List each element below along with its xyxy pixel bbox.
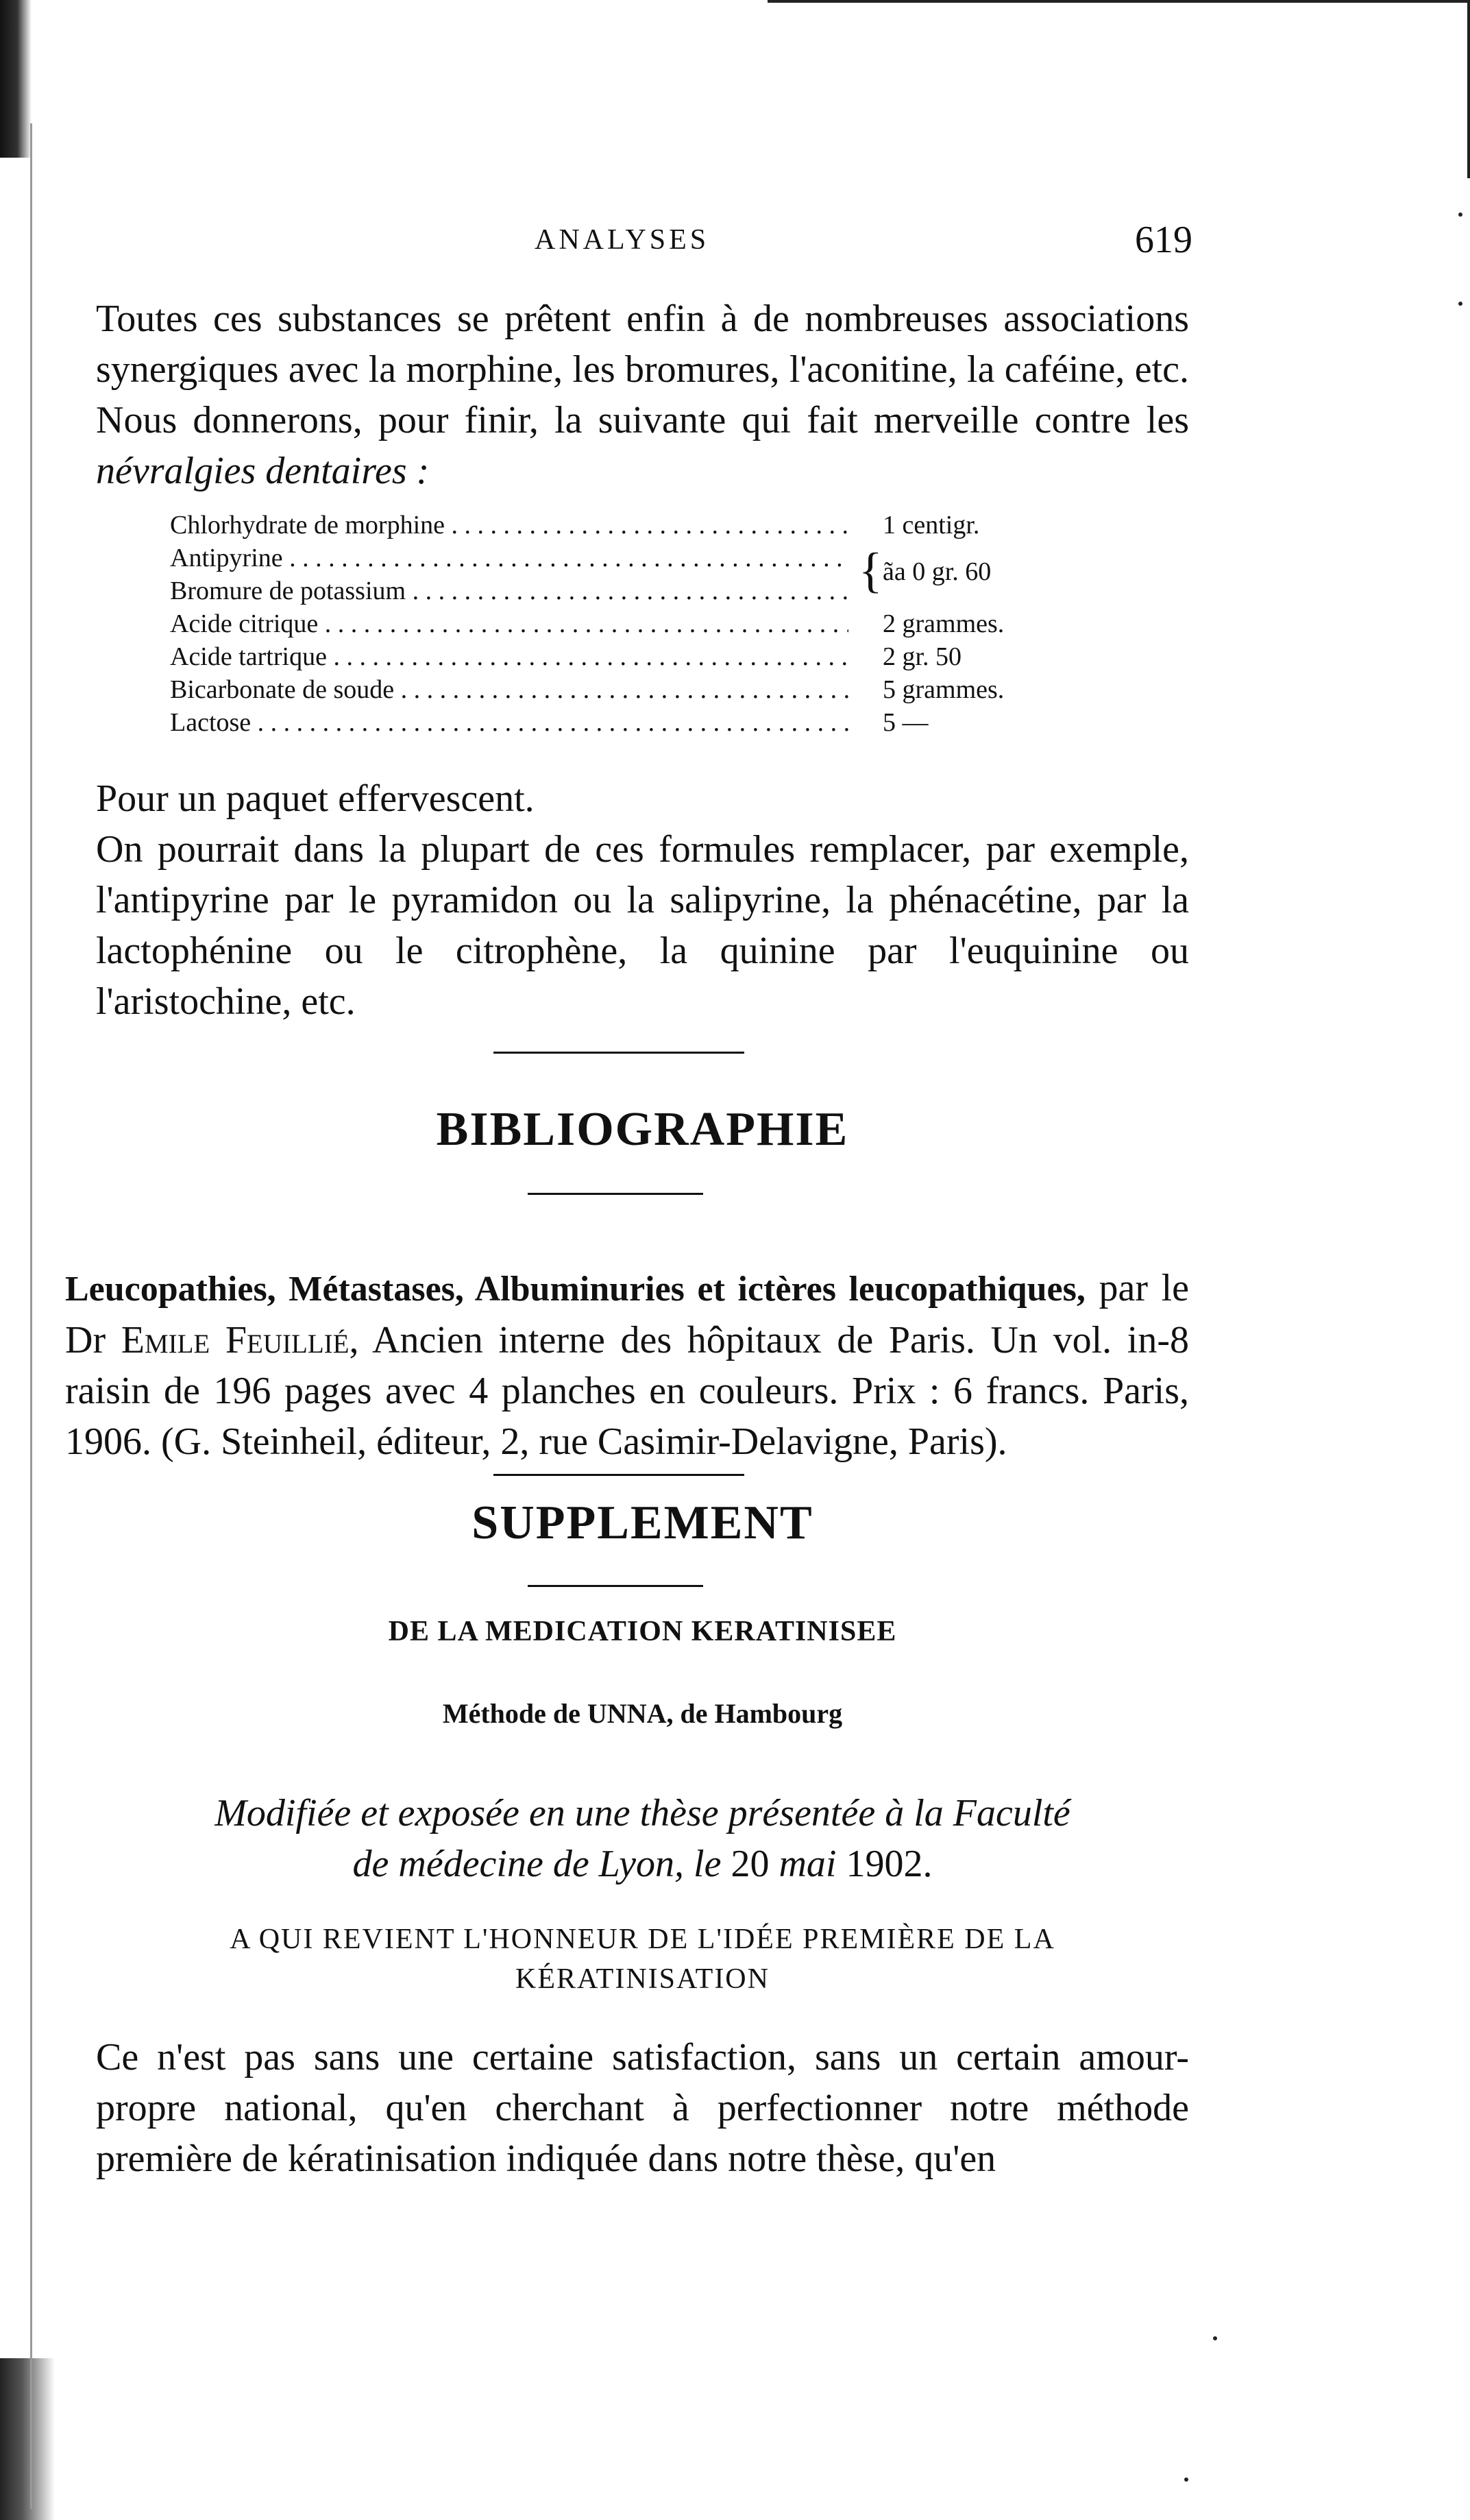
formula-ingredient: Bicarbonate de soude — [170, 675, 395, 704]
formula-row — [170, 509, 1129, 542]
final-paragraph: Ce n'est pas sans une certaine satisfaction, sans un certain amour-propre national, qu'en cherchant à perfectionner notre méthode première de kératinisation indiquée dans notre thèse, qu'en — [96, 2036, 1189, 2180]
supplement-heading: SUPPLEMENT — [471, 1497, 813, 1549]
formula-ingredient: Antipyrine — [170, 544, 283, 572]
section-divider — [493, 1052, 744, 1054]
thesis-note-line1: Modifiée et exposée en une thèse présentée à la Faculté — [215, 1792, 1070, 1834]
prescription-formula — [170, 509, 1129, 739]
formula-quantity: 5 grammes. — [883, 675, 1005, 704]
thesis-note-line2 — [96, 1839, 1189, 1889]
supplement-subheading: DE LA MEDICATION KERATINISEE — [388, 1616, 897, 1647]
bibliography-heading: BIBLIOGRAPHIE — [436, 1103, 849, 1156]
formula-ingredient: Lactose — [170, 708, 252, 737]
heading-underline — [528, 1193, 703, 1195]
thesis-note-month: mai — [769, 1843, 846, 1885]
formula-quantity: 2 gr. 50 — [883, 642, 962, 671]
scan-margin-line — [30, 123, 32, 2509]
intro-text: Toutes ces substances se prêtent enfin à de nombreuses associations synergiques avec la morphine, les bromures, l'aconitine, la caféine, etc. Nous donnerons, pour finir, la suivante qui fait merveille contre les — [96, 298, 1189, 441]
thesis-note-day: 20 — [731, 1843, 770, 1885]
scan-edge-right — [1467, 0, 1470, 178]
scan-edge-left-bottom — [0, 2358, 55, 2520]
formula-row — [170, 706, 1129, 739]
heading-underline — [528, 1585, 703, 1587]
formula-ingredient: Bromure de potassium — [170, 577, 406, 605]
supplement-method: Méthode de UNNA, de Hambourg — [442, 1698, 843, 1729]
bibliography-entry-by: par le Dr — [65, 1267, 1189, 1361]
remark-paragraph: On pourrait dans la plupart de ces formules remplacer, par exemple, l'antipyrine par le pyramidon ou la salipyrine, la phénacétine, par la lactophénine ou le citrophène, la quinine par l'euquinine ou l'aristochine, etc. — [96, 828, 1189, 1023]
bibliography-entry-details: , Ancien interne des hôpitaux de Paris. Un vol. in-8 raisin de 196 pages avec 4 planches en couleurs. Prix : 6 francs. Paris, 1906. (G. Steinheil, éditeur, 2, rue Casimir-Delavigne, Paris). — [65, 1319, 1190, 1463]
intro-italic: névralgies dentaires : — [96, 450, 430, 492]
formula-row — [170, 640, 1129, 673]
formula-brace: { — [859, 543, 883, 598]
formula-row — [170, 673, 1129, 706]
scan-edge-top — [768, 0, 1470, 3]
bibliography-entry-title: Leucopathies, Métastases, Albuminuries et ictères leucopathiques, — [65, 1270, 1086, 1309]
scan-speck — [1213, 2336, 1217, 2340]
formula-quantity: 5 — — [883, 708, 929, 737]
formula-quantity: 1 centigr. — [883, 511, 980, 540]
thesis-note-year: 1902. — [846, 1843, 933, 1885]
scan-speck — [1184, 2477, 1188, 2482]
section-divider — [493, 1474, 744, 1476]
bibliography-entry — [65, 1263, 1189, 1467]
formula-ingredient: Acide tartrique — [170, 642, 327, 671]
honour-heading-line1: A QUI REVIENT L'HONNEUR DE L'IDÉE PREMIÈRE DE LA — [230, 1924, 1055, 1955]
running-header — [96, 218, 1192, 273]
honour-heading — [96, 1919, 1189, 1999]
formula-ingredient: Acide citrique — [170, 609, 319, 638]
scan-edge-left — [0, 0, 32, 158]
packet-line: Pour un paquet effervescent. — [96, 777, 535, 820]
bibliography-entry-author: Emile Feuillié — [121, 1319, 350, 1361]
formula-grouped-quantity: ãa 0 gr. 60 — [883, 557, 992, 586]
scan-speck — [1458, 302, 1462, 306]
formula-ingredient: Chlorhydrate de morphine — [170, 511, 445, 540]
honour-heading-line2: KÉRATINISATION — [515, 1963, 770, 1995]
formula-row — [170, 607, 1129, 640]
thesis-note-part: de médecine de Lyon, le — [352, 1843, 731, 1885]
thesis-note — [96, 1788, 1189, 1889]
running-title: ANALYSES — [535, 224, 710, 256]
scan-speck — [1458, 213, 1462, 217]
formula-quantity: 2 grammes. — [883, 609, 1005, 638]
page-number: 619 — [1135, 219, 1192, 261]
intro-paragraph — [96, 293, 1189, 496]
